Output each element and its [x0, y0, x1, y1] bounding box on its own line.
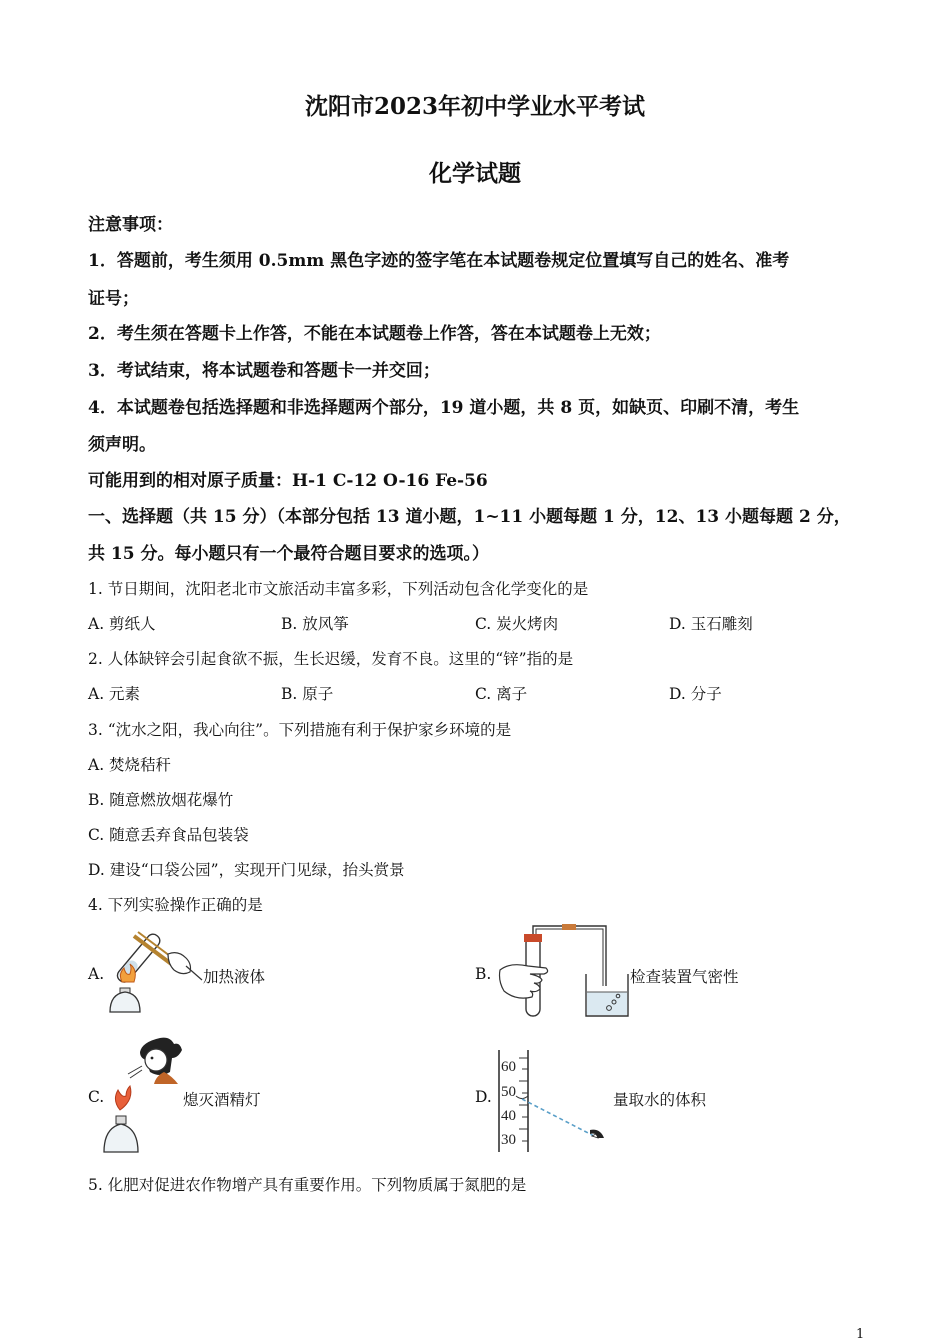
question-5-stem: 5. 化肥对促进农作物增产具有重要作用。下列物质属于氮肥的是 — [88, 1176, 527, 1194]
question-4-option-d-letter[interactable]: D. — [475, 1088, 492, 1106]
notice-heading: 注意事项： — [88, 215, 173, 235]
question-3-option-a[interactable]: A. 焚烧秸秆 — [88, 756, 172, 774]
measuring-cylinder-illustration — [496, 1050, 616, 1154]
question-3-option-d[interactable]: D. 建设“口袋公园”，实现开门见绿，抬头赏景 — [88, 861, 405, 879]
cylinder-mark-30: 30 — [501, 1132, 516, 1148]
question-2-option-a[interactable]: A. 元素 — [88, 685, 141, 703]
cylinder-mark-60: 60 — [501, 1059, 516, 1075]
question-4-option-a-caption: 加热液体 — [203, 968, 266, 986]
question-4-option-a-letter[interactable]: A. — [88, 965, 105, 983]
question-3-stem: 3. “沈水之阳，我心向往”。下列措施有利于保护家乡环境的是 — [88, 721, 512, 739]
section-heading-cont: 共 15 分。每小题只有一个最符合题目要求的选项。） — [88, 544, 489, 564]
airtightness-check-illustration — [494, 922, 634, 1020]
question-4-stem: 4. 下列实验操作正确的是 — [88, 896, 263, 914]
notice-item-4: 4．本试题卷包括选择题和非选择题两个部分，19 道小题，共 8 页，如缺页、印刷不清，考生 — [88, 398, 800, 418]
notice-item-3: 3．考试结束，将本试题卷和答题卡一并交回； — [88, 361, 440, 381]
blow-out-lamp-illustration — [102, 1034, 186, 1156]
page-title: 沈阳市2023年初中学业水平考试 — [304, 93, 645, 120]
question-1-option-d[interactable]: D. 玉石雕刻 — [669, 615, 753, 633]
notice-item-2: 2．考生须在答题卡上作答，不能在本试题卷上作答，答在本试题卷上无效； — [88, 324, 661, 344]
question-3-option-b[interactable]: B. 随意燃放烟花爆竹 — [88, 791, 234, 809]
page-number: 1 — [856, 1327, 865, 1342]
cylinder-mark-40: 40 — [501, 1108, 516, 1124]
page-subtitle: 化学试题 — [429, 160, 521, 187]
atomic-mass-line: 可能用到的相对原子质量：H-1 C-12 O-16 Fe-56 — [88, 471, 488, 491]
question-4-option-b-caption: 检查装置气密性 — [630, 968, 739, 986]
notice-item-1-cont: 证号； — [88, 289, 139, 309]
notice-item-1: 1．答题前，考生须用 0.5mm 黑色字迹的签字笔在本试题卷规定位置填写自己的姓名、准考 — [88, 251, 790, 271]
question-3-option-c[interactable]: C. 随意丢弃食品包装袋 — [88, 826, 249, 844]
cylinder-mark-50: 50 — [501, 1084, 516, 1100]
question-1-option-c[interactable]: C. 炭火烤肉 — [475, 615, 559, 633]
question-2-option-c[interactable]: C. 离子 — [475, 685, 528, 703]
question-2-option-d[interactable]: D. 分子 — [669, 685, 722, 703]
question-4-option-c-letter[interactable]: C. — [88, 1088, 105, 1106]
question-1-option-a[interactable]: A. 剪纸人 — [88, 615, 156, 633]
question-1-stem: 1. 节日期间，沈阳老北市文旅活动丰富多彩，下列活动包含化学变化的是 — [88, 580, 589, 598]
question-2-stem: 2. 人体缺锌会引起食欲不振，生长迟缓，发育不良。这里的“锌”指的是 — [88, 650, 574, 668]
notice-item-4-cont: 须声明。 — [88, 435, 156, 455]
question-2-option-b[interactable]: B. 原子 — [281, 685, 334, 703]
section-heading: 一、选择题（共 15 分）（本部分包括 13 道小题，1~11 小题每题 1 分，12、13 小题每题 2 分， — [88, 507, 851, 527]
question-4-option-d-caption: 量取水的体积 — [613, 1091, 707, 1109]
question-4-option-c-caption: 熄灭酒精灯 — [183, 1091, 261, 1109]
question-4-option-b-letter[interactable]: B. — [475, 965, 492, 983]
heating-liquid-illustration — [104, 926, 204, 1020]
question-1-option-b[interactable]: B. 放风筝 — [281, 615, 349, 633]
